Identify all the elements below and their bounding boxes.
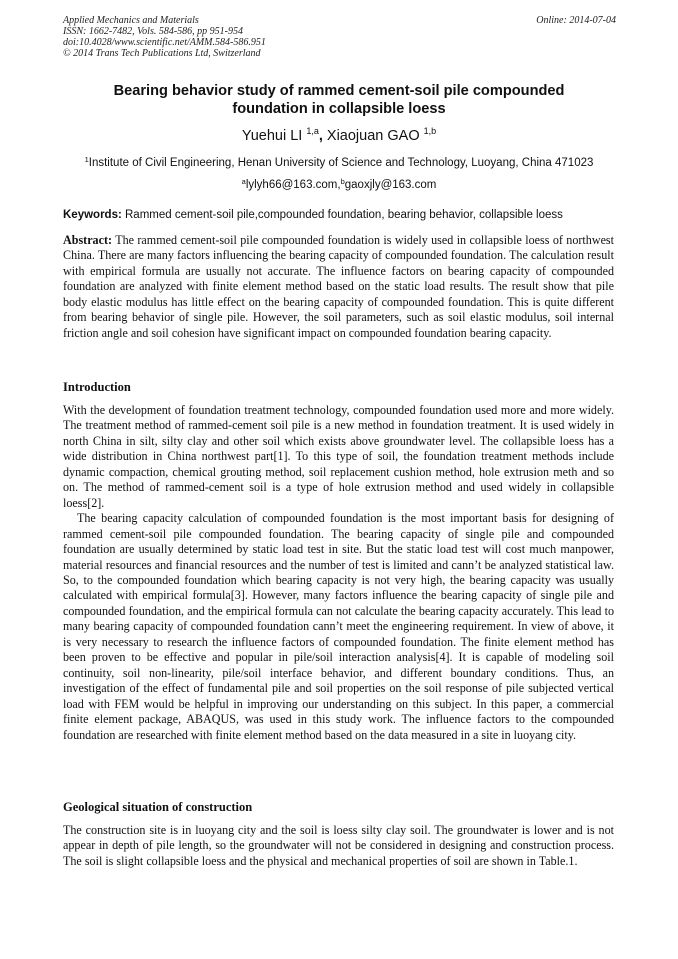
geology-heading: Geological situation of construction	[63, 800, 253, 814]
author-1-affil-marker: 1,a	[306, 126, 319, 136]
email-b-marker: b	[340, 177, 345, 186]
introduction-section	[63, 403, 614, 743]
author-separator: ,	[318, 128, 327, 144]
keywords-text: Rammed cement-soil pile,compounded foundation, bearing behavior, collapsible loess	[121, 209, 563, 221]
intro-paragraph-1: With the development of foundation treatment technology, compounded foundation used more and more widely. The treatment method of rammed-cement soil pile is a new method in foundation treatment. It is used widely in north China in silt, silty clay and other soil which exists above groundwater level. The collapsible loess has a wide distribution in China northwest part[1]. To this type of soil, the foundation treatment methods include dynamic compaction, chemical grouting method, soil replacement cushion method, hole extrusion meth and so on. The method of rammed-cement soil is a type of hole extrusion method and used widely in collapsible loess[2].	[63, 403, 614, 510]
copyright-line: © 2014 Trans Tech Publications Ltd, Switzerland	[63, 48, 261, 59]
intro-paragraph-2: The bearing capacity calculation of compounded foundation is the most important basis for designing of rammed cement-soil pile compounded foundation. The bearing capacity of single pile and compounded foundation are usually determined by static load test in site. But the static load test will cost much manpower, material resources and financial resources and the number of test is limited and cann’t be analyzed statistical law. So, to the compounded foundation which bearing capacity is not very high, the bearing capacity was usually calculated with empirical formula[3]. However, many factors influence the bearing capacity of single pile and compounded foundation, and the empirical formula can not calculate the bearing capacity accurately. This lead to many bearing capacity of compounded foundation cann’t meet the engineering requirement. In view of above, it is very necessary to research the influence factors of compounded foundation. The finite element method has been proven to be effective and popular in pile/soil interaction analysis[4]. It is capable of modeling soil continuity, soil non-linearity, pile/soil interface behavior, and different boundary conditions. Thus, an investigation of the effect of fundamental pile and soil properties on the soil response of pile subjected vertical load with FEM would be helpful in improving our understanding on this subject. In this paper, a commercial finite element package, ABAQUS, was used in this study work. The influence factors to the compounded foundation are researched with finite element method based on the data measured in a site in luoyang city.	[63, 511, 614, 742]
author-2: Xiaojuan GAO	[326, 128, 424, 144]
affiliation-marker: 1	[84, 155, 89, 164]
author-1: Yuehui LI	[241, 128, 307, 144]
doi-line: doi:10.4028/www.scientific.net/AMM.584-586.951	[63, 37, 266, 48]
keywords-label: Keywords:	[63, 209, 122, 221]
online-date: Online: 2014-07-04	[536, 15, 616, 26]
keywords	[63, 208, 623, 222]
geology-section	[63, 823, 614, 869]
paper-title	[40, 82, 638, 118]
introduction-heading: Introduction	[63, 380, 131, 394]
journal-header	[63, 15, 266, 59]
affiliation-text: Institute of Civil Engineering, Henan University of Science and Technology, Luoyang, China 471023	[88, 157, 594, 169]
email-a-marker: a	[241, 177, 246, 186]
journal-name: Applied Mechanics and Materials	[63, 15, 199, 26]
abstract-label: Abstract:	[63, 233, 113, 247]
abstract	[63, 233, 614, 341]
author-list	[40, 127, 638, 145]
affiliation	[40, 156, 638, 170]
author-2-affil-marker: 1,b	[423, 126, 437, 136]
title-line-2: foundation in collapsible loess	[232, 101, 446, 117]
issn-line: ISSN: 1662-7482, Vols. 584-586, pp 951-954	[63, 26, 243, 37]
email-b: gaoxjly@163.com	[344, 179, 437, 191]
email-a: lylyh66@163.com,	[245, 179, 341, 191]
title-line-1: Bearing behavior study of rammed cement-soil pile compounded	[113, 83, 565, 99]
geology-paragraph-1: The construction site is in luoyang city and the soil is loess silty clay soil. The groundwater is lower and is not appear in depth of pile length, so the groundwater will not be considered in designing and construction process. The soil is slight collapsible loess and the physical and mechanical properties of soil are shown in Table.1.	[63, 823, 614, 868]
abstract-text: The rammed cement-soil pile compounded foundation is widely used in collapsible loess of northwest China. There are many factors influencing the bearing capacity of compounded foundation. The calculation result with empirical formula are usually not accurate. The influence factors on bearing capacity of compounded foundation are analyzed with finite element method based on the static load results. The result show that pile body elastic modulus has little effect on the bearing capacity of compounded foundation. This is quite different from bearing behavior of single pile. However, the soil parameters, such as soil elastic modulus, soil internal friction angle and soil cohesion have significant impact on compounded foundation bearing capacity.	[63, 233, 614, 340]
email-line	[40, 178, 638, 192]
